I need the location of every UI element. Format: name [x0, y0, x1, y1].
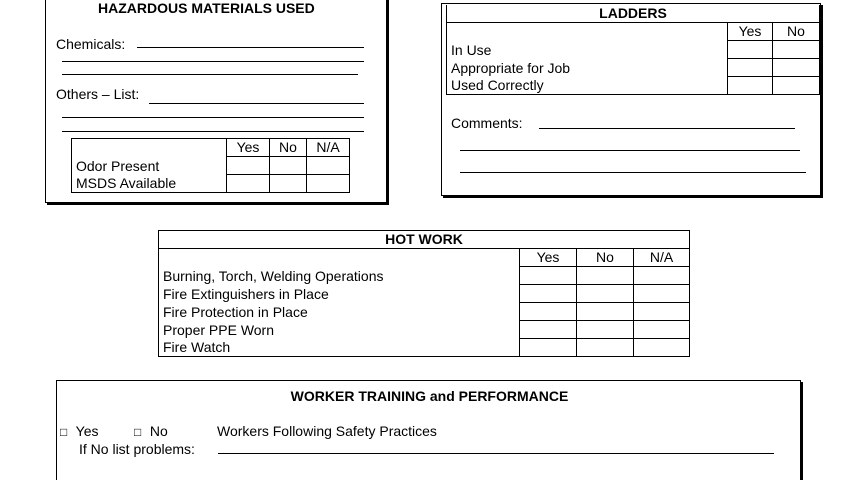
msds-available-na-cell[interactable]	[307, 175, 350, 193]
hot-work-row-label: Proper PPE Worn	[159, 321, 520, 339]
hot-work-row-label: Fire Extinguishers in Place	[159, 285, 520, 303]
others-list-field-line-3[interactable]	[62, 131, 364, 132]
fire-watch-na-cell[interactable]	[634, 339, 690, 357]
burning-torch-welding-no-cell[interactable]	[577, 267, 634, 285]
chemicals-label: Chemicals:	[56, 36, 126, 52]
others-list-field[interactable]	[149, 103, 364, 104]
hot-work-header-blank	[159, 249, 520, 267]
hot-work-col-na: N/A	[634, 249, 690, 267]
fire-extinguishers-yes-cell[interactable]	[520, 285, 577, 303]
appropriate-for-job-no-cell[interactable]	[773, 59, 820, 77]
fire-protection-na-cell[interactable]	[634, 303, 690, 321]
burning-torch-welding-yes-cell[interactable]	[520, 267, 577, 285]
msds-available-yes-cell[interactable]	[227, 175, 270, 193]
hot-work-col-no: No	[577, 249, 634, 267]
ladders-row-label: Used Correctly	[447, 77, 728, 95]
hazmat-row-label: MSDS Available	[72, 175, 227, 193]
odor-present-no-cell[interactable]	[270, 157, 307, 175]
fire-protection-yes-cell[interactable]	[520, 303, 577, 321]
hazmat-col-na: N/A	[307, 139, 350, 157]
others-list-field-line-2[interactable]	[62, 117, 364, 118]
fire-watch-yes-cell[interactable]	[520, 339, 577, 357]
hazmat-header-blank	[72, 139, 227, 157]
ladders-row-label: In Use	[447, 41, 728, 59]
problems-field[interactable]	[218, 453, 774, 454]
ladders-table	[446, 5, 820, 95]
hot-work-title: HOT WORK	[159, 231, 690, 249]
hazmat-table	[71, 138, 350, 193]
used-correctly-yes-cell[interactable]	[728, 77, 773, 95]
in-use-no-cell[interactable]	[773, 41, 820, 59]
chemicals-field-line-3[interactable]	[62, 74, 358, 75]
others-list-label: Others – List:	[56, 86, 140, 102]
ladders-title: LADDERS	[447, 5, 820, 23]
used-correctly-no-cell[interactable]	[773, 77, 820, 95]
fire-protection-no-cell[interactable]	[577, 303, 634, 321]
chemicals-field-line-2[interactable]	[62, 61, 364, 62]
appropriate-for-job-yes-cell[interactable]	[728, 59, 773, 77]
proper-ppe-worn-yes-cell[interactable]	[520, 321, 577, 339]
worker-training-section	[56, 380, 801, 480]
yes-option-label: Yes	[75, 423, 99, 439]
chemicals-field[interactable]	[137, 47, 364, 48]
hot-work-col-yes: Yes	[520, 249, 577, 267]
burning-torch-welding-na-cell[interactable]	[634, 267, 690, 285]
hazmat-row-label: Odor Present	[72, 157, 227, 175]
odor-present-na-cell[interactable]	[307, 157, 350, 175]
comments-field[interactable]	[539, 128, 795, 129]
ladders-section	[441, 3, 821, 196]
fire-watch-no-cell[interactable]	[577, 339, 634, 357]
comments-label: Comments:	[451, 115, 523, 131]
odor-present-yes-cell[interactable]	[227, 157, 270, 175]
no-checkbox-icon[interactable]: □	[134, 425, 142, 439]
hot-work-table	[158, 230, 690, 357]
ladders-col-yes: Yes	[728, 23, 773, 41]
yes-checkbox-icon[interactable]: □	[60, 425, 68, 439]
worker-training-title: WORKER TRAINING and PERFORMANCE	[290, 388, 569, 404]
no-option[interactable]	[134, 423, 168, 439]
hot-work-row-label: Fire Protection in Place	[159, 303, 520, 321]
yes-option[interactable]	[60, 423, 98, 439]
ladders-col-no: No	[773, 23, 820, 41]
proper-ppe-worn-na-cell[interactable]	[634, 321, 690, 339]
hot-work-row-label: Burning, Torch, Welding Operations	[159, 267, 520, 285]
in-use-yes-cell[interactable]	[728, 41, 773, 59]
proper-ppe-worn-no-cell[interactable]	[577, 321, 634, 339]
hazmat-title: HAZARDOUS MATERIALS USED	[98, 0, 315, 16]
hazmat-col-no: No	[270, 139, 307, 157]
comments-field-line-3[interactable]	[460, 172, 806, 173]
ladders-row-label: Appropriate for Job	[447, 59, 728, 77]
hazardous-materials-section	[45, 0, 387, 203]
comments-field-line-2[interactable]	[460, 150, 800, 151]
fire-extinguishers-no-cell[interactable]	[577, 285, 634, 303]
hazmat-col-yes: Yes	[227, 139, 270, 157]
hot-work-row-label: Fire Watch	[159, 339, 520, 357]
if-no-list-problems-label: If No list problems:	[79, 441, 195, 457]
workers-following-safety-label: Workers Following Safety Practices	[217, 423, 437, 439]
ladders-header-blank	[447, 23, 728, 41]
msds-available-no-cell[interactable]	[270, 175, 307, 193]
fire-extinguishers-na-cell[interactable]	[634, 285, 690, 303]
no-option-label: No	[149, 423, 168, 439]
